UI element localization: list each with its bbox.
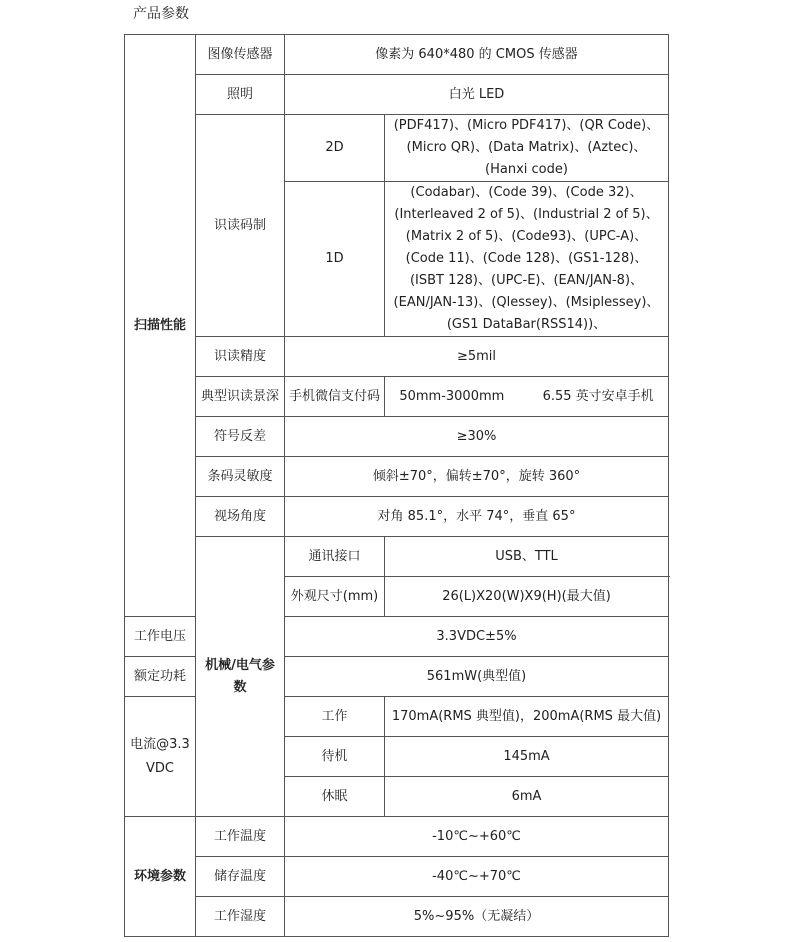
label-current-work: 工作: [285, 697, 385, 737]
value-contrast: ≥30%: [285, 417, 669, 457]
category-env: 环境参数: [125, 817, 196, 937]
table-row: [125, 457, 669, 497]
table-row: [125, 75, 669, 115]
label-depth-sub: 手机微信支付码: [285, 377, 385, 417]
section-heading: 产品参数: [133, 6, 189, 22]
value-lighting: 白光 LED: [285, 75, 669, 115]
label-op-temp: 工作温度: [196, 817, 285, 857]
value-depth: [385, 377, 669, 417]
label-voltage: 工作电压: [125, 617, 196, 657]
value-1d: (Codabar)、(Code 39)、(Code 32)、(Interleaved 2 of 5)、(Industrial 2 of 5)、(Matrix 2 of 5)、(Code93)、(UPC-A)、(Code 11)、(Code 128)、(GS1-128)、(ISBT 128)、(UPC-E)、(EAN/JAN-8)、(EAN/JAN-13)、(Qlessey)、(Msiplessey)、(GS1 DataBar(RSS14))、: [385, 182, 669, 337]
table-row: [125, 377, 669, 417]
label-current: 电流@3.3 VDC: [125, 697, 196, 817]
table-row: [125, 497, 669, 537]
value-sensor: 像素为 640*480 的 CMOS 传感器: [285, 35, 669, 75]
label-sensor: 图像传感器: [196, 35, 285, 75]
label-2d: 2D: [285, 115, 385, 182]
label-power: 额定功耗: [125, 657, 196, 697]
category-mech: 机械/电气参数: [196, 537, 285, 817]
label-precision: 识读精度: [196, 337, 285, 377]
label-interface: 通讯接口: [285, 537, 385, 577]
label-symbology: 识读码制: [196, 115, 285, 337]
table-row: [125, 537, 669, 577]
depth-range: 50mm-3000mm: [399, 388, 505, 404]
label-fov: 视场角度: [196, 497, 285, 537]
label-humidity: 工作湿度: [196, 897, 285, 937]
value-current-work: 170mA(RMS 典型值)，200mA(RMS 最大值): [385, 697, 669, 737]
value-sensitivity: 倾斜±70°，偏转±70°，旋转 360°: [285, 457, 669, 497]
table-row: [125, 817, 669, 857]
value-humidity: 5%~95%（无凝结）: [285, 897, 669, 937]
value-op-temp: -10℃~+60℃: [285, 817, 669, 857]
value-power: 561mW(典型值): [285, 657, 669, 697]
label-contrast: 符号反差: [196, 417, 285, 457]
value-storage-temp: -40℃~+70℃: [285, 857, 669, 897]
label-sensitivity: 条码灵敏度: [196, 457, 285, 497]
label-dimensions: 外观尺寸(mm): [285, 577, 385, 617]
table-row: [125, 35, 669, 75]
table-row: [125, 337, 669, 377]
table-row: [125, 115, 669, 182]
value-current-standby: 145mA: [385, 737, 669, 777]
value-voltage: 3.3VDC±5%: [285, 617, 669, 657]
value-precision: ≥5mil: [285, 337, 669, 377]
table-row: [125, 417, 669, 457]
depth-device: 6.55 英寸安卓手机: [542, 388, 654, 404]
value-fov: 对角 85.1°，水平 74°，垂直 65°: [285, 497, 669, 537]
label-depth: 典型识读景深: [196, 377, 285, 417]
label-lighting: 照明: [196, 75, 285, 115]
label-current-sleep: 休眠: [285, 777, 385, 817]
category-scan: 扫描性能: [125, 35, 196, 617]
table-row: [125, 897, 669, 937]
table-row: [125, 857, 669, 897]
label-current-standby: 待机: [285, 737, 385, 777]
value-2d: (PDF417)、(Micro PDF417)、(QR Code)、(Micro QR)、(Data Matrix)、(Aztec)、(Hanxi code): [385, 115, 669, 182]
spec-table: [124, 34, 669, 937]
label-storage-temp: 储存温度: [196, 857, 285, 897]
value-interface: USB、TTL: [385, 537, 669, 577]
value-current-sleep: 6mA: [385, 777, 669, 817]
label-1d: 1D: [285, 182, 385, 337]
value-dimensions: 26(L)X20(W)X9(H)(最大值): [385, 577, 669, 617]
